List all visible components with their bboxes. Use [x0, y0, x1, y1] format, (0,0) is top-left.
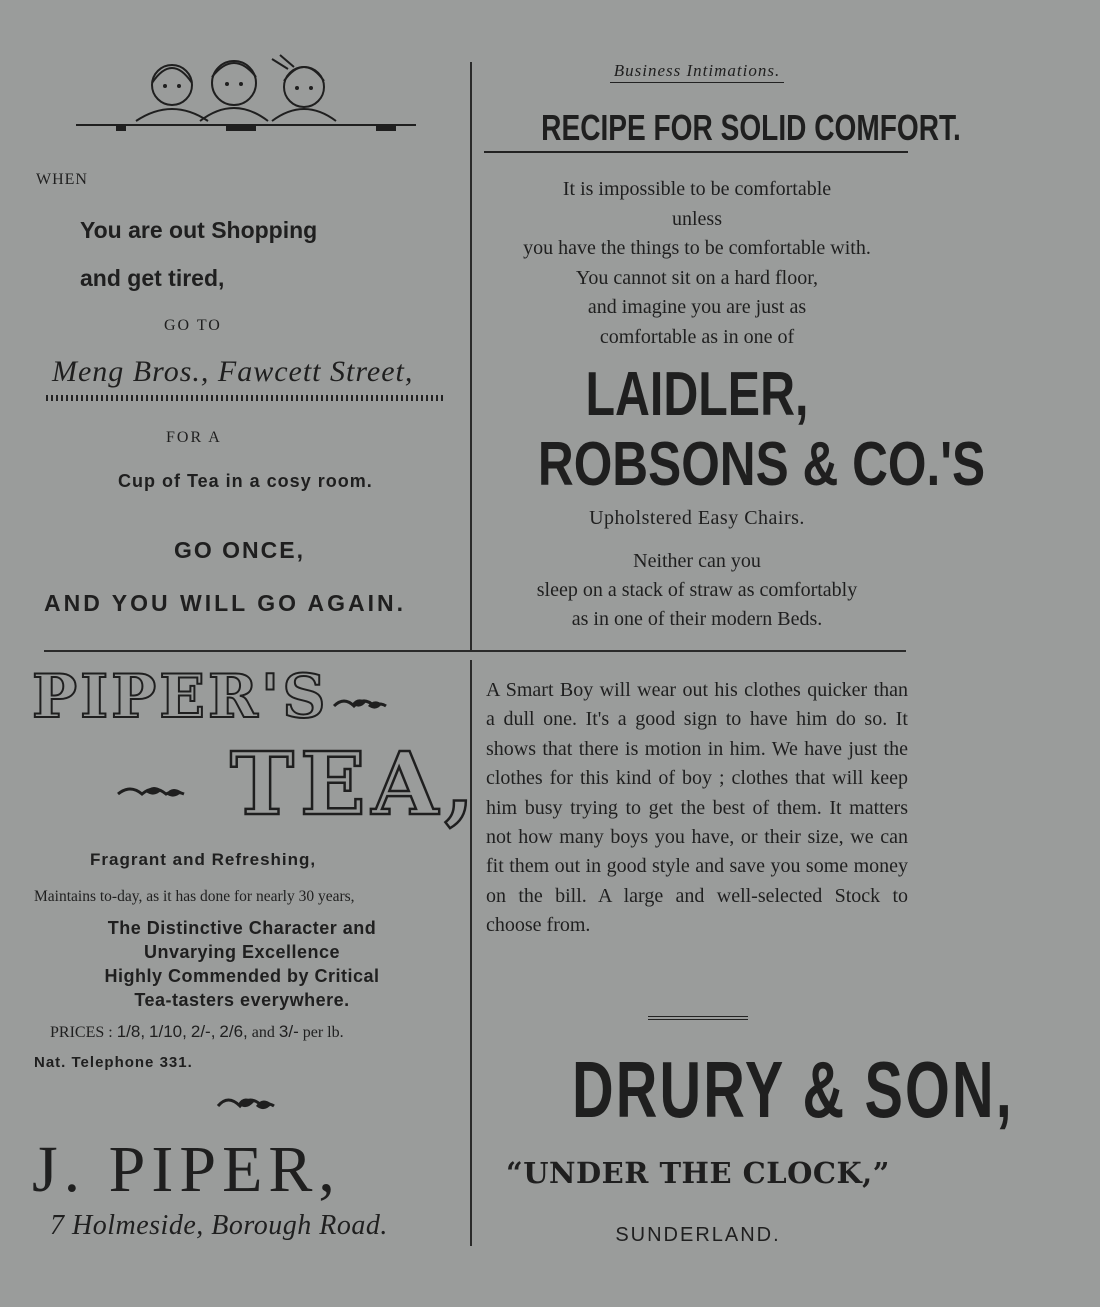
- tea-title: TEA,: [230, 734, 481, 835]
- maintains-line: Maintains to-day, as it has done for nearly 30 years,: [34, 888, 355, 905]
- laidler-brand: LAIDLER,: [585, 360, 809, 429]
- robsons-brand: ROBSONS & CO.'S: [537, 430, 986, 499]
- beds-paragraph: Neither can you sleep on a stack of straw as comfortably as in one of their modern Beds.: [536, 550, 858, 630]
- laidler-robsons-ad: [482, 55, 986, 645]
- leaf-ornament-icon: [116, 780, 186, 804]
- dotted-rule: [46, 395, 444, 401]
- for-a-label: FOR A: [166, 429, 222, 446]
- pipers-tea-ad: [30, 662, 481, 1262]
- telephone-line: Nat. Telephone 331.: [34, 1054, 193, 1071]
- three-children-peeking-illustration: [76, 55, 416, 145]
- go-once-line: GO ONCE,: [174, 537, 306, 563]
- headline-underline: [484, 151, 908, 153]
- j-piper-name: J. PIPER,: [32, 1133, 341, 1206]
- holmeside-address: 7 Holmeside, Borough Road.: [50, 1210, 388, 1241]
- fragrant-line: Fragrant and Refreshing,: [90, 850, 317, 869]
- horizontal-divider: [44, 650, 906, 652]
- drury-son-ad: [486, 676, 1014, 1256]
- leaf-ornament-icon: [214, 1090, 278, 1116]
- comfort-paragraph: It is impossible to be comfortable unless you have the things to be comfortable with. You cannot sit on a hard floor, and imagine you are just as comfortable as in one of: [523, 178, 871, 348]
- distinctive-block: The Distinctive Character and Unvarying Excellence Highly Commended by Critical Tea-tasters everywhere.: [104, 918, 380, 1010]
- go-again-line: AND YOU WILL GO AGAIN.: [44, 590, 407, 616]
- tired-line: and get tired,: [80, 265, 225, 291]
- when-label: WHEN: [36, 171, 88, 188]
- cup-of-tea-line: Cup of Tea in a cosy room.: [118, 471, 373, 491]
- shopping-line: You are out Shopping: [80, 217, 318, 243]
- vertical-divider-top: [470, 62, 472, 650]
- business-intimations-header: Business Intimations.: [482, 61, 912, 81]
- drury-son-brand: DRURY & SON,: [571, 1045, 1014, 1134]
- upholstered-line: Upholstered Easy Chairs.: [589, 507, 805, 529]
- meng-bros-ad: [30, 55, 460, 645]
- under-the-clock-tagline: “UNDER THE CLOCK,”: [506, 1156, 890, 1190]
- recipe-headline: RECIPE FOR SOLID COMFORT.: [541, 107, 961, 148]
- double-rule: [648, 1016, 748, 1020]
- leaf-ornament-icon: [332, 694, 388, 714]
- sunderland-label: SUNDERLAND.: [615, 1224, 781, 1246]
- meng-bros-address: Meng Bros., Fawcett Street,: [52, 355, 414, 388]
- prices-line: PRICES : 1/8, 1/10, 2/-, 2/6, and 3/- per lb.: [50, 1022, 344, 1041]
- go-to-label: GO TO: [164, 317, 222, 334]
- pipers-title: PIPER'S: [32, 662, 329, 732]
- smart-boy-paragraph: A Smart Boy will wear out his clothes quicker than a dull one. It's a good sign to have him do so. It shows that there is motion in him. We have just the clothes for this kind of boy ; clothes that will keep him busy trying to get the best of them. It matters not how many boys you have, or their size, we can fit them out in good style and save you some money on the bill. A large and well-selected Stock to choose from.: [486, 679, 908, 937]
